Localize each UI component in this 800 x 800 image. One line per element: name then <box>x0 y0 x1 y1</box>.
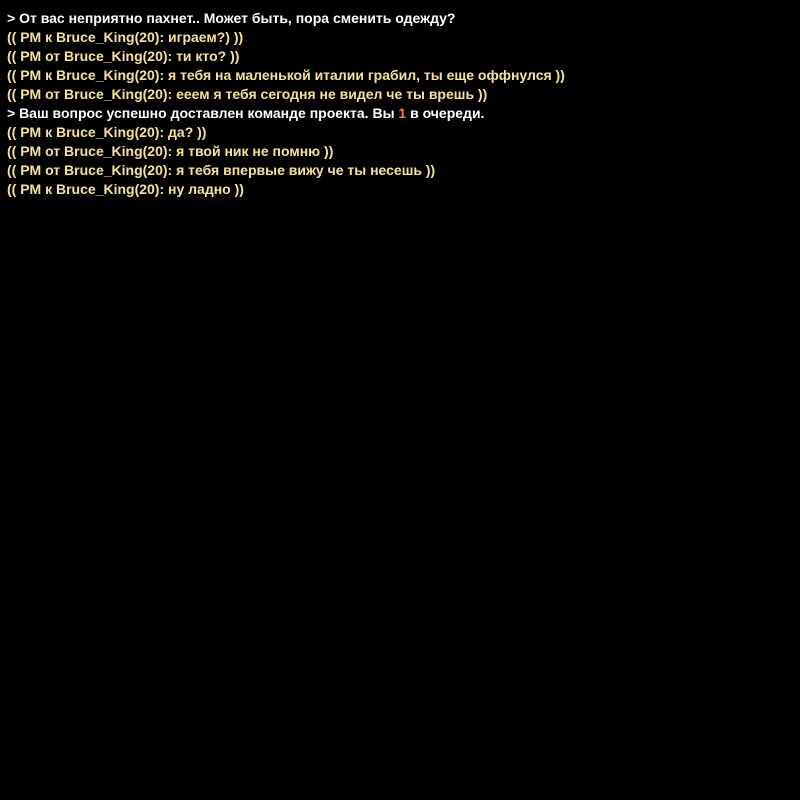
pm-message-incoming: (( PM от Bruce_King(20): ти кто? )) <box>7 48 240 64</box>
system-message: > От вас неприятно пахнет.. Может быть, пора сменить одежду? <box>7 10 456 26</box>
system-message-queue <box>7 104 793 123</box>
queue-position-number: 1 <box>398 105 407 121</box>
pm-message-outgoing: (( PM к Bruce_King(20): я тебя на маленькой италии грабил, ты еще оффнулся )) <box>7 67 565 83</box>
queue-text-after: в очереди. <box>406 105 485 121</box>
pm-message-outgoing: (( PM к Bruce_King(20): ну ладно )) <box>7 181 244 197</box>
pm-message-incoming: (( PM от Bruce_King(20): еeем я тебя сегодня не видел че ты врешь )) <box>7 86 488 102</box>
pm-message-incoming: (( PM от Bruce_King(20): я тебя впервые вижу че ты несешь )) <box>7 162 436 178</box>
chat-log <box>7 9 793 199</box>
pm-message-outgoing: (( PM к Bruce_King(20): да? )) <box>7 124 207 140</box>
queue-text-before: > Ваш вопрос успешно доставлен команде проекта. Вы <box>7 105 399 121</box>
pm-message-incoming: (( PM от Bruce_King(20): я твой ник не помню )) <box>7 143 334 159</box>
pm-message-outgoing: (( PM к Bruce_King(20): играем?) )) <box>7 29 244 45</box>
